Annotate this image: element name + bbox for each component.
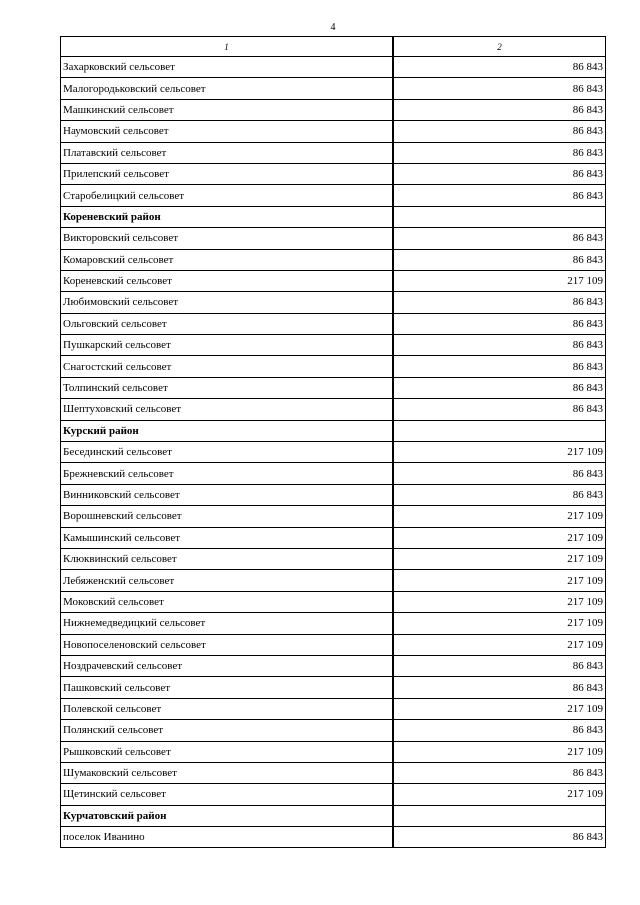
municipality-name: Новопоселеновский сельсовет — [61, 635, 394, 655]
table-header-row — [61, 37, 606, 57]
amount-value: 86 843 — [394, 292, 606, 312]
table-row — [61, 720, 606, 741]
amount-value: 86 843 — [394, 485, 606, 505]
amount-value: 86 843 — [394, 827, 606, 847]
table-row — [61, 250, 606, 271]
table-row — [61, 335, 606, 356]
municipality-name: Клюквинский сельсовет — [61, 549, 394, 569]
municipality-name: Любимовский сельсовет — [61, 292, 394, 312]
table-row — [61, 314, 606, 335]
table-row — [61, 442, 606, 463]
table-row — [61, 100, 606, 121]
table-row — [61, 271, 606, 292]
table-row — [61, 699, 606, 720]
district-name: Курский район — [61, 421, 394, 441]
municipality-name: Моковский сельсовет — [61, 592, 394, 612]
municipality-name: Винниковский сельсовет — [61, 485, 394, 505]
table-row — [61, 399, 606, 420]
amount-value — [394, 421, 606, 441]
page-number: 4 — [330, 22, 336, 33]
table-row — [61, 356, 606, 377]
table-row — [61, 677, 606, 698]
municipality-name: Полянский сельсовет — [61, 720, 394, 740]
amount-value: 86 843 — [394, 356, 606, 376]
municipality-name: Щетинский сельсовет — [61, 784, 394, 804]
amount-value: 217 109 — [394, 742, 606, 762]
district-name: Кореневский район — [61, 207, 394, 227]
municipality-name: Полевской сельсовет — [61, 699, 394, 719]
amount-value: 86 843 — [394, 57, 606, 77]
amount-value: 217 109 — [394, 699, 606, 719]
municipality-name: Пушкарский сельсовет — [61, 335, 394, 355]
amount-value: 217 109 — [394, 549, 606, 569]
table-row — [61, 78, 606, 99]
amount-value: 217 109 — [394, 592, 606, 612]
amount-value: 86 843 — [394, 720, 606, 740]
municipality-name: Нижнемедведицкий сельсовет — [61, 613, 394, 633]
amount-value: 86 843 — [394, 463, 606, 483]
municipality-name: Толпинский сельсовет — [61, 378, 394, 398]
table-body — [61, 57, 606, 848]
table-row — [61, 463, 606, 484]
table-row — [61, 592, 606, 613]
table-row — [61, 121, 606, 142]
municipality-name: Малогородьковский сельсовет — [61, 78, 394, 98]
table-row — [61, 635, 606, 656]
amount-value: 217 109 — [394, 528, 606, 548]
table-row — [61, 378, 606, 399]
amount-value: 86 843 — [394, 399, 606, 419]
municipality-name: Захарковский сельсовет — [61, 57, 394, 77]
amount-value: 86 843 — [394, 314, 606, 334]
municipality-name: Лебяженский сельсовет — [61, 570, 394, 590]
table-row — [61, 506, 606, 527]
municipality-name: Брежневский сельсовет — [61, 463, 394, 483]
municipality-name: Комаровский сельсовет — [61, 250, 394, 270]
table-row — [61, 763, 606, 784]
amount-value: 217 109 — [394, 271, 606, 291]
table-row — [61, 613, 606, 634]
table-row — [61, 528, 606, 549]
amount-value: 217 109 — [394, 635, 606, 655]
municipality-name: Прилепский сельсовет — [61, 164, 394, 184]
amount-value: 86 843 — [394, 185, 606, 205]
amount-value: 217 109 — [394, 570, 606, 590]
table-row — [61, 292, 606, 313]
amount-value: 217 109 — [394, 784, 606, 804]
municipality-name: Рышковский сельсовет — [61, 742, 394, 762]
municipality-name: Старобелицкий сельсовет — [61, 185, 394, 205]
table-row — [61, 549, 606, 570]
amount-value: 86 843 — [394, 763, 606, 783]
district-heading-row — [61, 207, 606, 228]
municipality-name: Камышинский сельсовет — [61, 528, 394, 548]
amount-value — [394, 806, 606, 826]
municipality-name: Шумаковский сельсовет — [61, 763, 394, 783]
table-row — [61, 185, 606, 206]
table-row — [61, 164, 606, 185]
table-row — [61, 656, 606, 677]
municipality-name: Машкинский сельсовет — [61, 100, 394, 120]
municipality-name: Ольговский сельсовет — [61, 314, 394, 334]
amount-value: 86 843 — [394, 121, 606, 141]
table-row — [61, 485, 606, 506]
table-row — [61, 784, 606, 805]
municipality-name: Наумовский сельсовет — [61, 121, 394, 141]
municipality-name: Ворошневский сельсовет — [61, 506, 394, 526]
amount-value: 217 109 — [394, 613, 606, 633]
municipality-name: Пашковский сельсовет — [61, 677, 394, 697]
amount-value: 86 843 — [394, 228, 606, 248]
amount-value: 86 843 — [394, 78, 606, 98]
amount-value: 86 843 — [394, 677, 606, 697]
district-heading-row — [61, 421, 606, 442]
amount-value: 86 843 — [394, 100, 606, 120]
municipality-name: Шептуховский сельсовет — [61, 399, 394, 419]
district-name: Курчатовский район — [61, 806, 394, 826]
amount-value: 86 843 — [394, 143, 606, 163]
amount-value: 86 843 — [394, 378, 606, 398]
table-row — [61, 228, 606, 249]
column-header-1: 1 — [61, 37, 394, 56]
municipality-name: Викторовский сельсовет — [61, 228, 394, 248]
municipality-name: Бесединский сельсовет — [61, 442, 394, 462]
table-row — [61, 57, 606, 78]
district-heading-row — [61, 806, 606, 827]
amount-value: 86 843 — [394, 250, 606, 270]
allocation-table — [60, 36, 606, 848]
amount-value: 86 843 — [394, 164, 606, 184]
amount-value: 217 109 — [394, 506, 606, 526]
table-row — [61, 143, 606, 164]
amount-value — [394, 207, 606, 227]
municipality-name: Платавский сельсовет — [61, 143, 394, 163]
amount-value: 86 843 — [394, 656, 606, 676]
table-row — [61, 827, 606, 848]
column-header-2: 2 — [394, 37, 606, 56]
municipality-name: Ноздрачевский сельсовет — [61, 656, 394, 676]
amount-value: 86 843 — [394, 335, 606, 355]
municipality-name: Снагостский сельсовет — [61, 356, 394, 376]
table-row — [61, 570, 606, 591]
table-row — [61, 742, 606, 763]
amount-value: 217 109 — [394, 442, 606, 462]
municipality-name: поселок Иванино — [61, 827, 394, 847]
municipality-name: Кореневский сельсовет — [61, 271, 394, 291]
